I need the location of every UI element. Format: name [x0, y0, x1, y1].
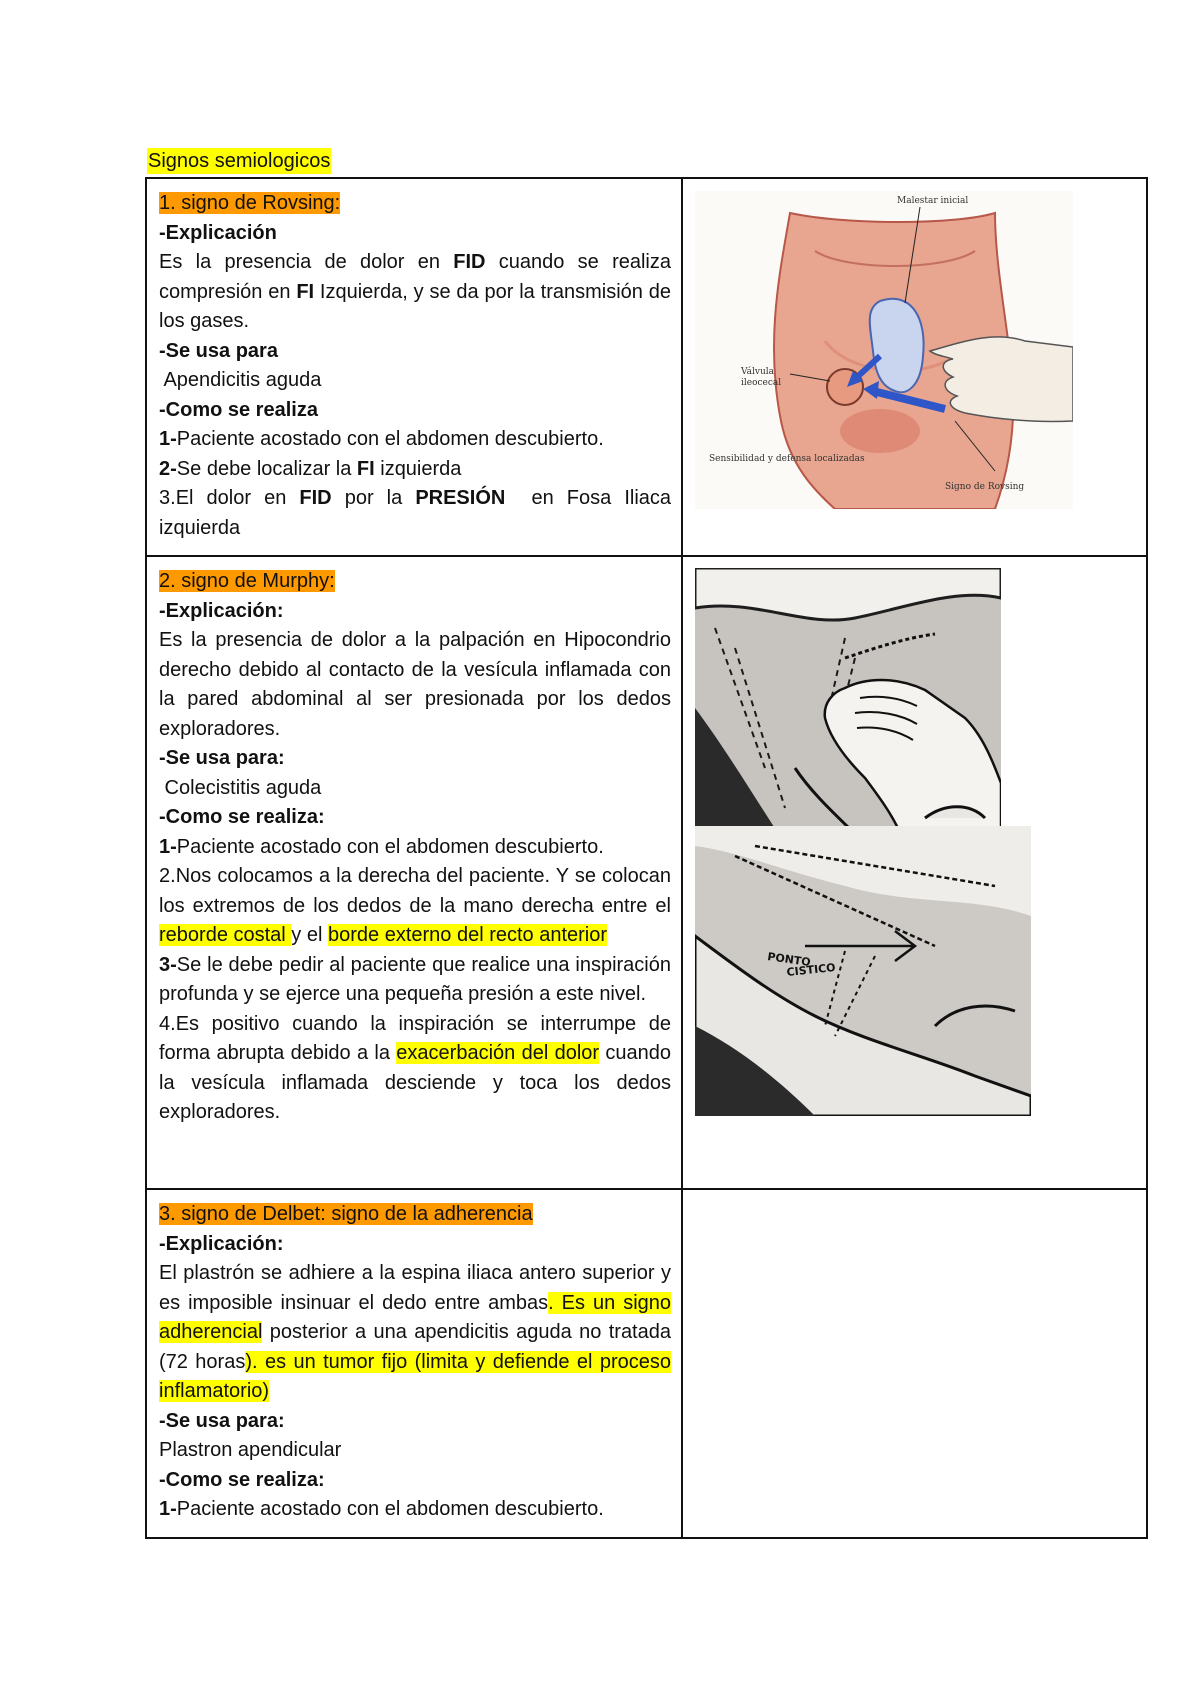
- delbet-heading: 3. signo de Delbet: signo de la adherencia: [159, 1203, 533, 1225]
- text-run: izquierda: [374, 457, 462, 480]
- text-run: El plastrón se adhiere a la espina iliaca antero superior y es imposible insinuar el dedo entre ambas: [159, 1262, 671, 1314]
- bold-text: FI: [296, 280, 315, 303]
- text-run: Se le debe pedir al paciente que realice una inspiración profunda y se ejerce una pequeña presión a este nivel.: [159, 953, 671, 1005]
- rovsing-step-3: [159, 484, 677, 543]
- text-run: por la: [331, 487, 416, 509]
- rovsing-explicacion-label: -Explicación: [159, 221, 277, 244]
- murphy-explicacion-text: [159, 626, 671, 744]
- delbet-explicacion-label: -Explicación:: [159, 1232, 284, 1255]
- table-row-delbet: [146, 1189, 1147, 1538]
- text-run: cuando la vesícula inflamada desciende y toca los dedos exploradores.: [159, 1042, 671, 1123]
- fig-label-valvula: Válvula: [741, 367, 775, 377]
- highlighted-text: . Es un signo adherencial: [159, 1291, 672, 1343]
- text-run: 4.: [159, 1012, 176, 1035]
- murphy-uso-value: Colecistitis aguda: [159, 776, 322, 799]
- rovsing-heading: 1. signo de Rovsing:: [159, 192, 341, 214]
- delbet-como-label: -Como se realiza:: [159, 1468, 325, 1491]
- text-run: Paciente acostado con el abdomen descubierto.: [176, 428, 604, 450]
- text-run: El dolor en: [175, 487, 300, 509]
- highlighted-text: reborde costal: [159, 924, 292, 946]
- bold-text: 3-: [159, 953, 177, 976]
- fig-label-cistico: CISTICO: [785, 960, 837, 979]
- bold-text: 2-: [159, 457, 177, 480]
- rovsing-figure-cell: [682, 178, 1147, 556]
- rovsing-uso-value: Apendicitis aguda: [159, 369, 322, 391]
- text-run: Nos colocamos a la derecha del paciente. Y se colocan los extremos de los dedos de la mano derecha entre el: [159, 865, 671, 917]
- text-run: Es la presencia de dolor en: [159, 251, 454, 273]
- fig-label-ileocecal: ileocecal: [741, 378, 782, 388]
- murphy-palpation-sketch-bottom: [695, 826, 1031, 1116]
- signs-table: [145, 177, 1148, 1539]
- highlighted-text: borde externo del recto anterior: [327, 924, 608, 946]
- table-row-rovsing: [146, 178, 1147, 556]
- murphy-step-4: [159, 1010, 671, 1128]
- text-run: Paciente acostado con el abdomen descubierto.: [176, 835, 604, 858]
- highlighted-text: ). es un tumor fijo (limita y defiende el proceso inflamatorio): [159, 1350, 671, 1402]
- bold-text: PRESIÓN: [415, 487, 506, 509]
- rovsing-abdomen-illustration: [695, 191, 1073, 509]
- fig-label-sensibilidad: Sensibilidad y defensa localizadas: [709, 454, 865, 464]
- text-run: 3.: [159, 487, 176, 509]
- delbet-explicacion-text: [159, 1259, 671, 1407]
- delbet-uso-value: Plastron apendicular: [159, 1439, 342, 1461]
- rovsing-uso-label: -Se usa para: [159, 339, 278, 362]
- text-run: Izquierda, y se da por la transmisión de los gases.: [159, 280, 671, 332]
- highlighted-text: exacerbación del dolor: [396, 1042, 600, 1064]
- text-run: Se debe localizar la: [176, 457, 357, 480]
- text-run: y el: [291, 924, 328, 946]
- rovsing-como-label: -Como se realiza: [159, 398, 318, 421]
- murphy-heading: 2. signo de Murphy:: [159, 570, 335, 592]
- murphy-text-cell: [146, 556, 682, 1189]
- text-run: cuando se realiza compresión en: [159, 251, 671, 303]
- murphy-uso-label: -Se usa para:: [159, 747, 285, 769]
- table-row-murphy: [146, 556, 1147, 1189]
- delbet-step-1: [159, 1495, 671, 1525]
- bold-text: 1-: [159, 1498, 177, 1520]
- murphy-step-1: [159, 833, 671, 863]
- text-run: en Fosa Iliaca izquierda: [159, 487, 677, 539]
- bold-text: FID: [453, 251, 486, 273]
- fig-label-punto: PONTO: [766, 950, 812, 970]
- delbet-uso-label: -Se usa para:: [159, 1409, 285, 1432]
- bold-text: 1-: [159, 428, 177, 450]
- murphy-explicacion-label: -Explicación:: [159, 599, 284, 622]
- murphy-palpation-sketch-top: [695, 568, 1001, 844]
- murphy-figure-cell: [682, 556, 1147, 1189]
- rovsing-step-1: [159, 425, 671, 455]
- murphy-step-2: [159, 862, 671, 951]
- rovsing-text-cell: [146, 178, 682, 556]
- delbet-text-cell: [146, 1189, 682, 1538]
- fig-label-malestar: Malestar inicial: [897, 196, 969, 206]
- text-run: Es positivo cuando la inspiración se interrumpe de forma abrupta debido a la: [159, 1012, 671, 1064]
- murphy-como-label: -Como se realiza:: [159, 806, 325, 828]
- text-run: Es la presencia de dolor a la palpación en Hipocondrio derecho debido al contacto de la vesícula inflamada con la pared abdominal al ser presionada por los dedos exploradores.: [159, 629, 671, 740]
- text-run: Paciente acostado con el abdomen descubierto.: [176, 1498, 604, 1520]
- page-title: Signos semiologicos: [148, 150, 331, 172]
- bold-text: FID: [299, 487, 332, 509]
- rovsing-step-2: [159, 455, 671, 485]
- rovsing-explicacion-text: [159, 248, 671, 337]
- text-run: 2.: [159, 865, 176, 887]
- fig-label-rovsing: Signo de Rovsing: [945, 482, 1025, 492]
- murphy-step-3: [159, 951, 671, 1010]
- text-run: posterior a una apendicitis aguda no tratada (72 horas: [159, 1321, 671, 1373]
- bold-text: 1-: [159, 835, 177, 858]
- delbet-figure-cell: [682, 1189, 1147, 1538]
- bold-text: FI: [356, 457, 375, 480]
